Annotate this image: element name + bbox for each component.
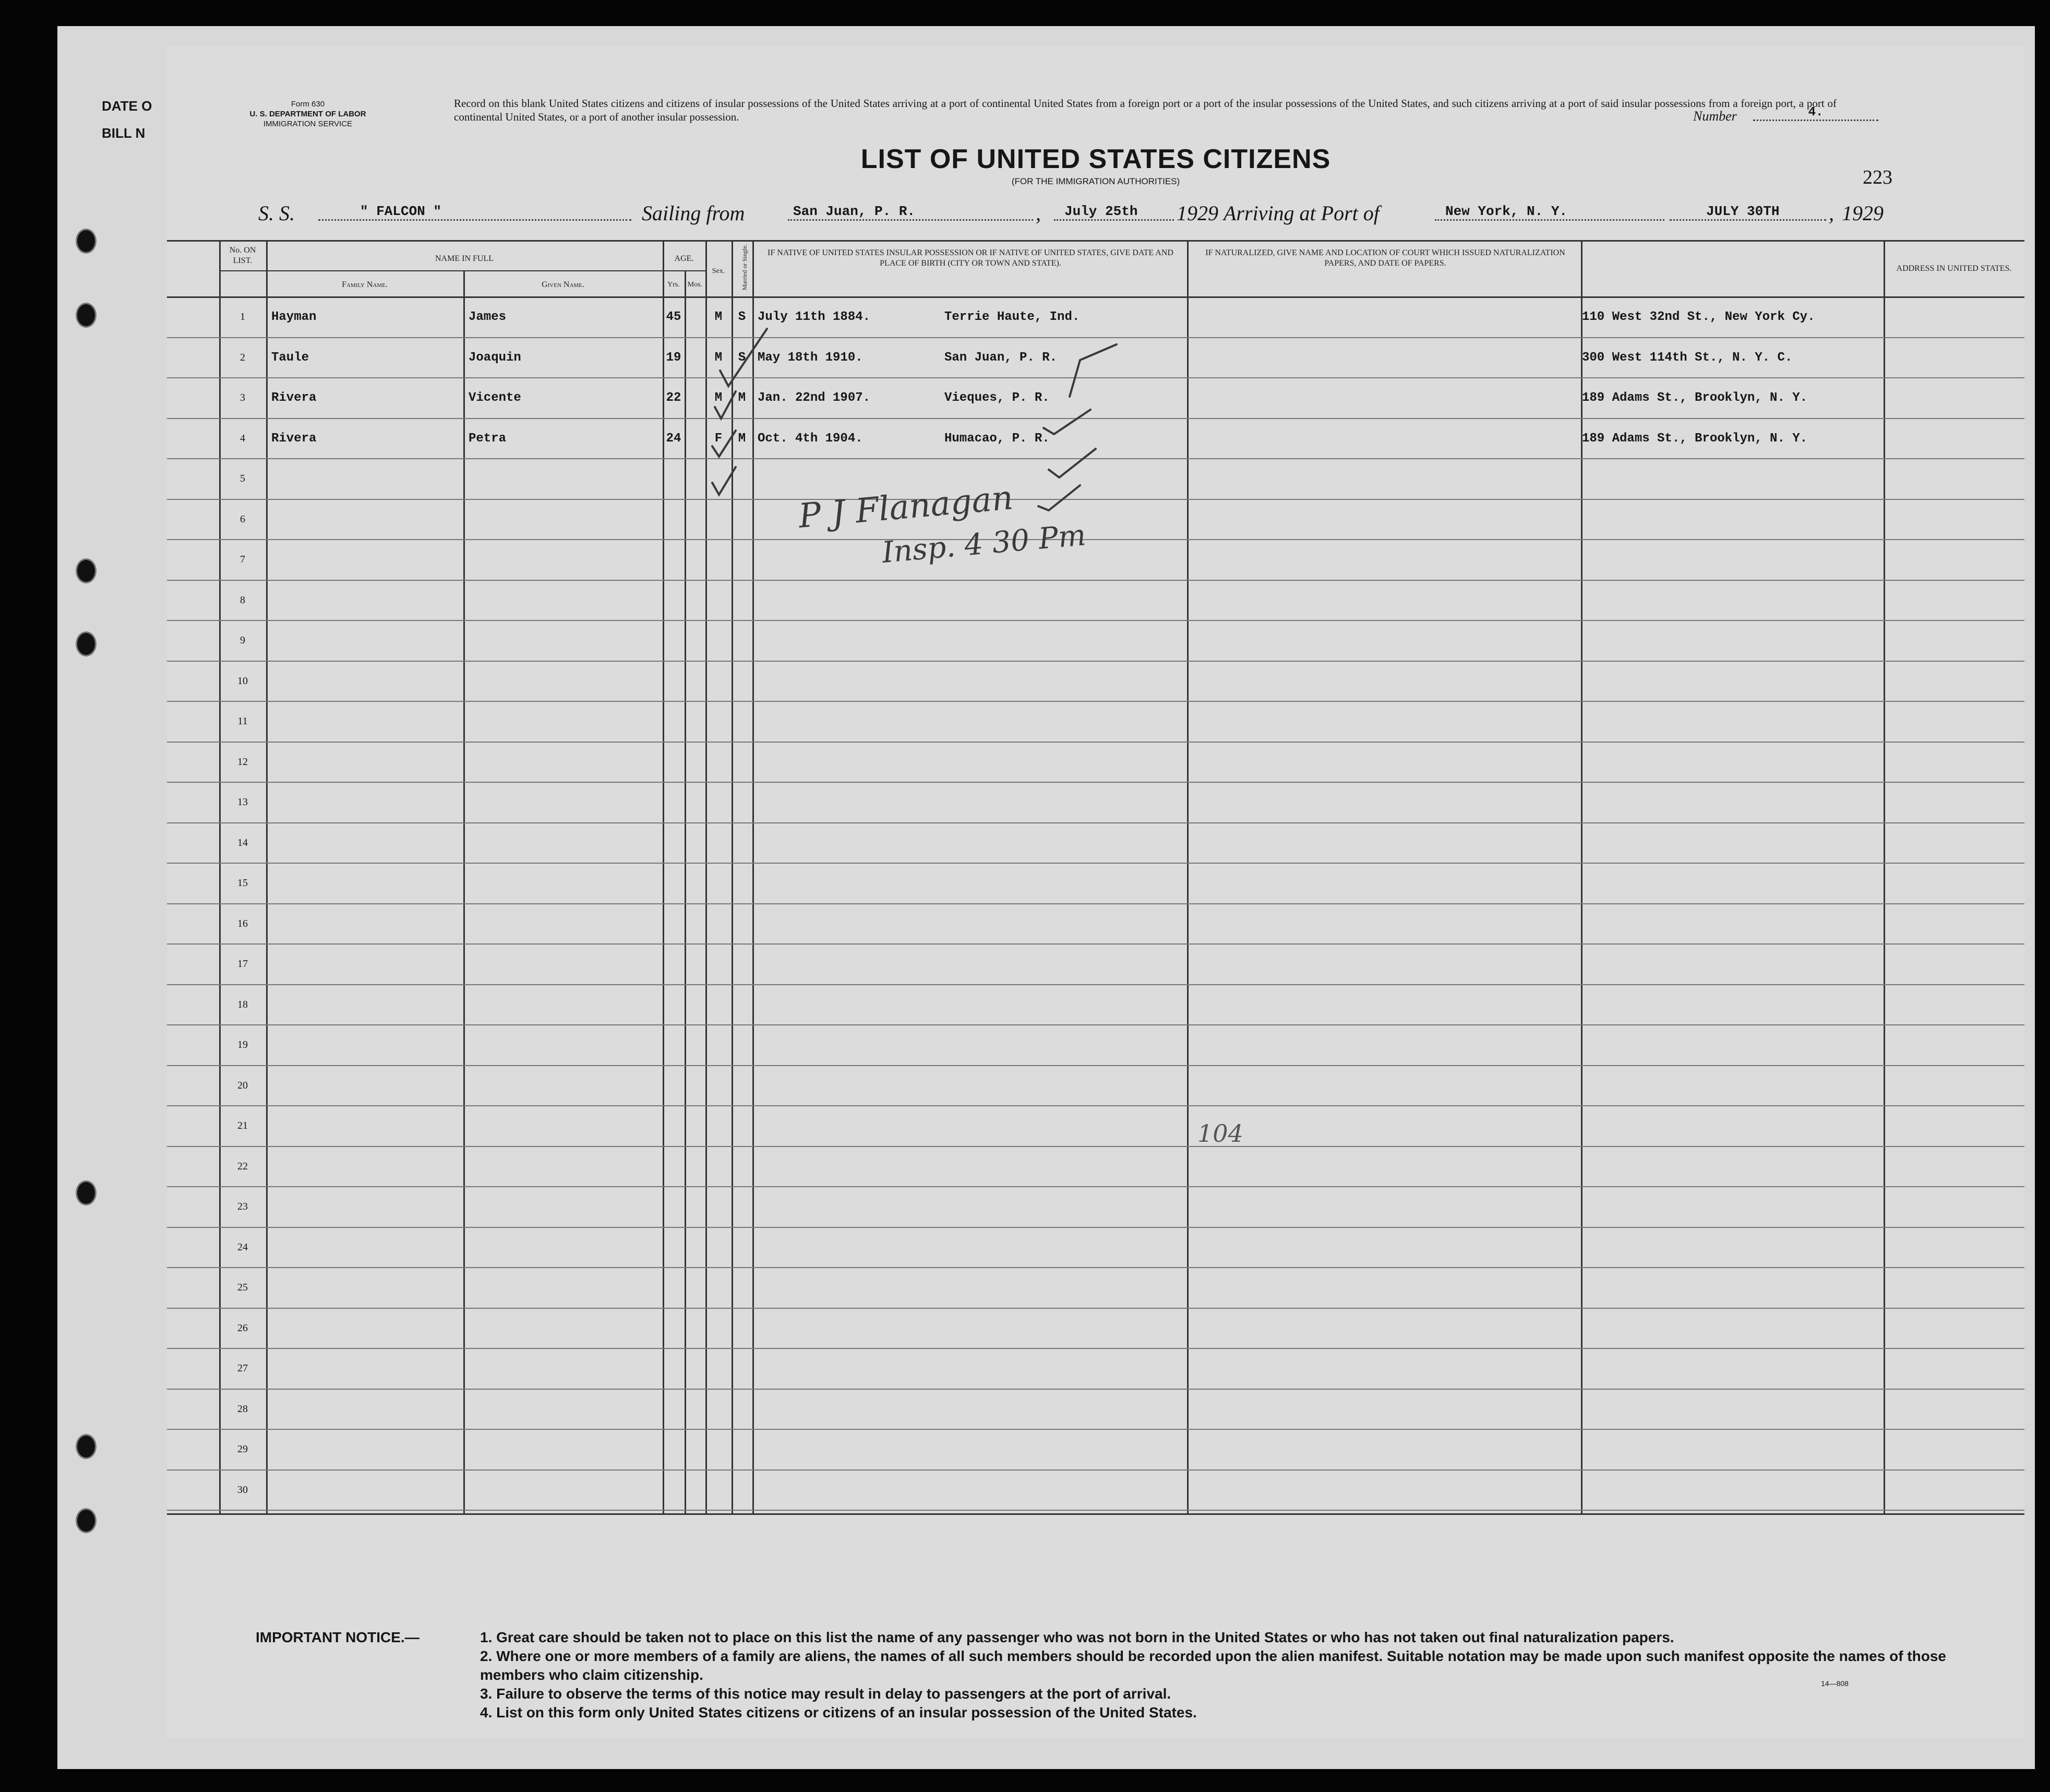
header-yrs: Yrs. [667, 281, 680, 289]
service-name: IMMIGRATION SERVICE [263, 120, 353, 128]
inspector-signature: P J Flanagan [797, 479, 1015, 536]
row-number: 18 [237, 999, 248, 1010]
row-number: 25 [237, 1282, 248, 1293]
age-header-rule [663, 270, 705, 271]
col-rule [266, 241, 268, 1514]
passenger-sex: M [714, 391, 723, 405]
row-number: 29 [237, 1443, 248, 1455]
header-notice: Record on this blank United States citizens and citizens of insular possessions of the United States arriving at a port of continental United States from a foreign port or a port of the insular possessions of the United States, and such citizens arriving at a port of said insular possessions from a foreign port, a port of continental United States, or a port of another insular possession. [454, 97, 1837, 123]
check-mark [1044, 410, 1090, 434]
arriving-label: Arriving at Port of [1224, 201, 1380, 225]
passenger-yrs: 45 [666, 310, 681, 324]
passenger-address: 189 Adams St., Brooklyn, N. Y. [1582, 391, 1808, 405]
header-birth: IF NATIVE OF UNITED STATES INSULAR POSSESSION OR IF NATIVE OF UNITED STATES, GIVE DATE AND PLACE OF BIRTH (CITY OR TOWN AND STATE). [768, 248, 1173, 268]
table-bottom-rule [167, 1513, 2024, 1515]
passenger-sex: M [714, 310, 723, 324]
binder-hole [76, 1508, 97, 1533]
row-number: 30 [237, 1484, 248, 1496]
important-notice [256, 1628, 1977, 1722]
row-number: 17 [237, 958, 248, 970]
form-number: Form 630 [291, 100, 325, 109]
sail-date: July 25th [1054, 204, 1174, 221]
passenger-birth-place: San Juan, P. R. [944, 351, 1058, 365]
ship-name: " FALCON " [318, 204, 631, 221]
row-number: 21 [237, 1120, 248, 1131]
to-port: New York, N. Y. [1435, 204, 1664, 221]
passenger-yrs: 24 [666, 432, 681, 446]
row-number: 11 [237, 715, 248, 727]
table-top-rule [167, 240, 2024, 242]
name-header-rule [219, 270, 271, 271]
notice-item-1: 1. Great care should be taken not to place on this list the name of any passenger who was not born in the United States or who has not taken out final naturalization papers. [480, 1629, 1674, 1645]
page-number: 223 [1863, 166, 1892, 188]
passenger-address: 110 West 32nd St., New York Cy. [1582, 310, 1815, 324]
binder-hole [76, 229, 97, 254]
row-number: 2 [240, 352, 245, 363]
passenger-given: James [469, 310, 507, 324]
arrive-date: JULY 30TH [1670, 204, 1826, 221]
row-number: 10 [237, 675, 248, 687]
row-number: 7 [240, 554, 245, 565]
check-mark [712, 431, 736, 457]
check-mark [1038, 485, 1080, 510]
passenger-birth-date: Jan. 22nd 1907. [758, 391, 871, 405]
passenger-given: Petra [469, 432, 507, 446]
row-rule [167, 580, 2024, 581]
passenger-birth-date: July 11th 1884. [758, 310, 871, 324]
header-age: AGE. [674, 254, 694, 263]
passenger-ms: S [738, 351, 746, 365]
passenger-ms: M [738, 391, 746, 405]
row-rule [167, 620, 2024, 621]
binder-hole [76, 558, 97, 583]
row-rule [167, 1348, 2024, 1349]
passenger-address: 189 Adams St., Brooklyn, N. Y. [1582, 432, 1808, 446]
row-rule [167, 863, 2024, 864]
row-rule [167, 1105, 2024, 1106]
row-rule [167, 984, 2024, 985]
row-number: 22 [237, 1161, 248, 1172]
row-rule [167, 701, 2024, 702]
header-family-name: Family Name. [342, 280, 388, 289]
passenger-family: Hayman [271, 310, 317, 324]
row-rule [167, 661, 2024, 662]
row-rule [167, 782, 2024, 783]
comma-sep: , [1829, 201, 1834, 225]
sailing-label: Sailing from [642, 201, 745, 225]
row-number: 26 [237, 1322, 248, 1334]
check-mark [720, 329, 767, 386]
passenger-given: Vicente [469, 391, 521, 405]
header-given-name: Given Name. [542, 280, 584, 289]
row-rule [167, 1065, 2024, 1066]
check-mark [715, 391, 736, 419]
row-rule [167, 539, 2024, 540]
arrive-year-prefix: 192 [1842, 201, 1873, 225]
from-port: San Juan, P. R. [788, 204, 1033, 221]
row-rule [167, 1429, 2024, 1430]
notice-item-2: 2. Where one or more members of a family are aliens, the names of all such members should be recorded upon the alien manifest. Suitable notation may be made upon such manifest opposite the names of those members who claim citizenship. [480, 1648, 1946, 1683]
row-number: 5 [240, 473, 245, 484]
passenger-yrs: 22 [666, 391, 681, 405]
passenger-address: 300 West 114th St., N. Y. C. [1582, 351, 1793, 365]
row-number: 20 [237, 1080, 248, 1091]
ss-label: S. S. [258, 201, 295, 225]
passenger-yrs: 19 [666, 351, 681, 365]
left-label-bill: BILL N [102, 125, 146, 141]
passenger-birth-date: May 18th 1910. [758, 351, 863, 365]
check-mark [712, 467, 736, 495]
row-number: 15 [237, 877, 248, 889]
sail-year-digit: 9 [1208, 201, 1218, 225]
row-rule [167, 903, 2024, 904]
form-code: 14—808 [1821, 1679, 1849, 1688]
passenger-ms: S [738, 310, 746, 324]
number-label: Number [1693, 109, 1737, 124]
passenger-sex: M [714, 351, 723, 365]
header-no: No. ON LIST. [229, 246, 256, 265]
header-address: ADDRESS IN UNITED STATES. [1896, 264, 2012, 273]
header-married: Married or Single. [741, 244, 748, 291]
page-title: LIST OF UNITED STATES CITIZENS [860, 144, 1331, 174]
notice-item-4: 4. List on this form only United States citizens or citizens of an insular possession of the United States. [480, 1704, 1197, 1721]
name-header-rule [269, 270, 663, 271]
row-number: 6 [240, 513, 245, 525]
page-subtitle: (FOR THE IMMIGRATION AUTHORITIES) [1011, 176, 1180, 186]
left-label-date: DATE O [102, 98, 152, 114]
row-number: 19 [237, 1039, 248, 1050]
row-rule [167, 1470, 2024, 1471]
passenger-birth-date: Oct. 4th 1904. [758, 432, 863, 446]
passenger-family: Rivera [271, 391, 317, 405]
header-mos: Mos. [687, 281, 703, 289]
passenger-ms: M [738, 432, 746, 446]
passenger-sex: F [714, 432, 723, 446]
row-number: 27 [237, 1363, 248, 1374]
number-value: 4. [1753, 105, 1878, 121]
binder-hole [76, 631, 97, 656]
passenger-birth-place: Vieques, P. R. [944, 391, 1050, 405]
passenger-birth-place: Humacao, P. R. [944, 432, 1050, 446]
row-number: 3 [240, 392, 245, 403]
check-marks [684, 297, 1205, 527]
row-rule [167, 742, 2024, 743]
passenger-given: Joaquin [469, 351, 521, 365]
form-identifier [203, 99, 412, 129]
row-number: 9 [240, 635, 245, 646]
header-name-in-full: NAME IN FULL [435, 254, 494, 263]
binder-hole [76, 303, 97, 328]
header-sex: Sex. [712, 267, 725, 275]
row-number: 12 [237, 756, 248, 768]
inspector-note: Insp. 4 30 Pm [880, 518, 1087, 570]
row-rule [167, 1227, 2024, 1228]
row-number: 23 [237, 1201, 248, 1212]
check-mark [1070, 344, 1117, 397]
row-rule [167, 1510, 2024, 1511]
row-rule [167, 1146, 2024, 1147]
arrive-year-digit: 9 [1873, 201, 1884, 225]
notice-item-3: 3. Failure to observe the terms of this notice may result in delay to passengers at the port of arrival. [480, 1686, 1171, 1702]
row-number: 1 [240, 311, 245, 322]
row-number: 16 [237, 918, 248, 929]
col-rule [219, 241, 221, 1514]
row-number: 24 [237, 1241, 248, 1253]
row-number: 28 [237, 1403, 248, 1415]
row-number: 13 [237, 796, 248, 808]
row-number: 8 [240, 594, 245, 606]
row-number: 4 [240, 433, 245, 444]
row-rule [167, 943, 2024, 945]
department-name: U. S. DEPARTMENT OF LABOR [249, 110, 366, 118]
comma-sep: , [1036, 201, 1041, 225]
binder-hole [76, 1180, 97, 1205]
passenger-family: Taule [271, 351, 309, 365]
notice-lead: IMPORTANT NOTICE.— [256, 1629, 419, 1645]
row-rule [167, 1389, 2024, 1390]
header-naturalized: IF NATURALIZED, GIVE NAME AND LOCATION OF COURT WHICH ISSUED NATURALIZATION PAPERS, AND DATE OF PAPERS. [1205, 248, 1565, 268]
sail-year-prefix: 192 [1177, 201, 1208, 225]
binder-hole [76, 1434, 97, 1459]
row-rule [167, 1308, 2024, 1309]
passenger-birth-place: Terrie Haute, Ind. [944, 310, 1080, 324]
manifest-page [167, 47, 2024, 1738]
passenger-family: Rivera [271, 432, 317, 446]
row-rule [167, 1267, 2024, 1268]
stamp-number: 104 [1197, 1119, 1243, 1148]
row-number: 14 [237, 837, 248, 849]
check-mark [1049, 449, 1096, 477]
row-rule [167, 1186, 2024, 1187]
row-rule [167, 1024, 2024, 1025]
row-rule [167, 822, 2024, 823]
